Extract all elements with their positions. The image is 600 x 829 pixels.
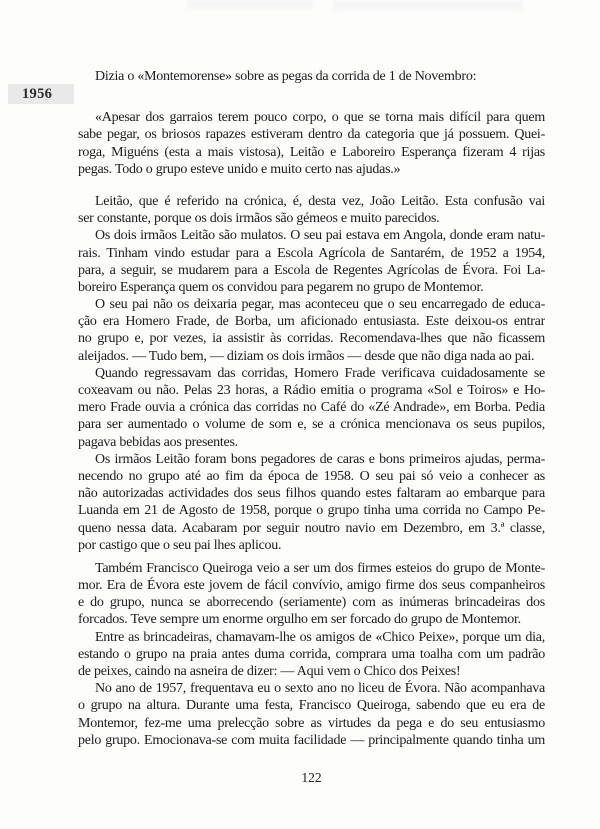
text-line: estando o grupo na praia antes duma corrida, comprara uma toalha com um padrão — [78, 646, 545, 662]
text-line: pegas. Todo o grupo esteve unido e muito certo nas ajudas.» — [78, 161, 401, 177]
text-line: por castigo que o seu pai lhes aplicou. — [78, 537, 282, 553]
year-marker: 1956 — [8, 84, 74, 104]
page-number: 122 — [301, 770, 322, 785]
text-line: boreiro Esperança quem os convidou para pegarem no grupo de Montemor. — [78, 279, 484, 295]
text-line: forcados. Teve sempre um enorme orgulho em ser forcado do grupo de Montemor. — [78, 612, 521, 628]
text-line: Os dois irmãos Leitão são mulatos. O seu pai estava em Angola, donde eram natu- — [95, 228, 545, 244]
text-line: mero Frade ouvia a crónica das corridas no Café do «Zé Andrade», em Borba. Pedia — [78, 400, 545, 416]
text-line: Os irmãos Leitão foram bons pegadores de caras e bons primeiros ajudas, perma- — [95, 451, 545, 467]
text-line: e do grupo, nunca se aborrecendo (seriamente) com as inúmeras brincadeiras dos — [78, 595, 545, 611]
text-column — [78, 68, 545, 749]
text-line: Luanda em 21 de Agosto de 1958, porque o grupo tinha uma corrida no Campo Pe- — [78, 503, 545, 519]
text-line: necendo no grupo até ao fim da época de 1958. O seu pai só veio a conhecer as — [78, 468, 545, 484]
text-line: roga, Miguéns (esta a mais vistosa), Leitão e Laboreiro Esperança fizeram 4 rijas — [78, 144, 545, 160]
paragraph — [78, 193, 545, 227]
text-line: Também Francisco Queiroga veio a ser um dos firmes esteios do grupo de Monte- — [95, 560, 545, 576]
paragraph — [78, 109, 545, 178]
text-line: ser constante, porque os dois irmãos são gémeos e muito parecidos. — [78, 211, 440, 227]
scan-smudge-right — [333, 0, 523, 11]
text-line: para, a seguir, se mudarem para a Escola de Regentes Agrícolas de Évora. Foi La- — [78, 262, 545, 278]
paragraph — [78, 451, 545, 554]
paragraph — [78, 629, 545, 681]
text-line: O seu pai não os deixaria pegar, mas aconteceu que o seu encarregado de educa- — [95, 297, 545, 313]
text-line: rais. Tinham vindo estudar para a Escola Agrícola de Santarém, de 1952 a 1954, — [78, 245, 545, 261]
text-line: não autorizadas actividades dos seus filhos quando estes faltaram ao embarque para — [78, 486, 545, 502]
text-line: o grupo na altura. Durante uma festa, Francisco Queiroga, sabendo que eu era de — [78, 698, 545, 714]
text-line: aleijados. — Tudo bem, — diziam os dois irmãos — desde que não diga nada ao pai. — [78, 348, 535, 364]
text-line: no grupo e, por vezes, ia assistir às corridas. Recomendava-lhes que não ficassem — [78, 331, 545, 347]
text-line: Dizia o «Montemorense» sobre as pegas da corrida de 1 de Novembro: — [95, 69, 477, 84]
text-line: No ano de 1957, frequentava eu o sexto ano no liceu de Évora. Não acompanhava — [95, 681, 545, 697]
text-line: de peixes, caindo na asneira de dizer: — Aqui vem o Chico dos Peixes! — [78, 664, 461, 679]
text-line: Montemor, fez-me uma prelecção sobre as virtudes da pega e do seu entusiasmo — [78, 715, 545, 731]
paragraph — [78, 560, 545, 629]
text-line: pagava bebidas aos presentes. — [78, 434, 238, 450]
text-line: ção era Homero Frade, de Borba, um aficionado entusiasta. Este deixou-os entrar — [78, 314, 545, 330]
scan-smudge-left — [187, 0, 313, 9]
paragraph — [78, 365, 545, 451]
text-line: pelo grupo. Emocionava-se com muita facilidade — principalmente quando tinha um — [78, 732, 545, 748]
paragraph — [78, 680, 545, 749]
text-line: «Apesar dos garraios terem pouco corpo, o que se torna mais difícil para quem — [95, 110, 545, 126]
text-line: Entre as brincadeiras, chamavam-lhe os amigos de «Chico Peixe», porque um dia, — [95, 629, 545, 645]
text-line: para ser aumentado o volume de som e, se a crónica mencionava os seus pupilos, — [78, 417, 545, 433]
text-line: coxeavam ou não. Pelas 23 horas, a Rádio emitia o programa «Sol e Toiros» e Ho- — [78, 383, 545, 398]
paragraph — [78, 227, 545, 296]
paragraph — [78, 68, 545, 85]
paragraph — [78, 296, 545, 365]
text-line: sabe pegar, os briosos rapazes estiveram dentro da categoria que já possuem. Quei- — [78, 127, 545, 143]
text-line: queno nessa data. Acabaram por seguir noutro navio em Dezembro, em 3.ª classe, — [78, 520, 545, 536]
text-line: mor. Era de Évora este jovem de fácil convívio, amigo firme dos seus companheiros — [78, 578, 545, 594]
text-line: Leitão, que é referido na crónica, é, desta vez, João Leitão. Esta confusão vai — [95, 193, 545, 209]
text-line: Quando regressavam das corridas, Homero Frade verificava cuidadosamente se — [95, 365, 545, 381]
